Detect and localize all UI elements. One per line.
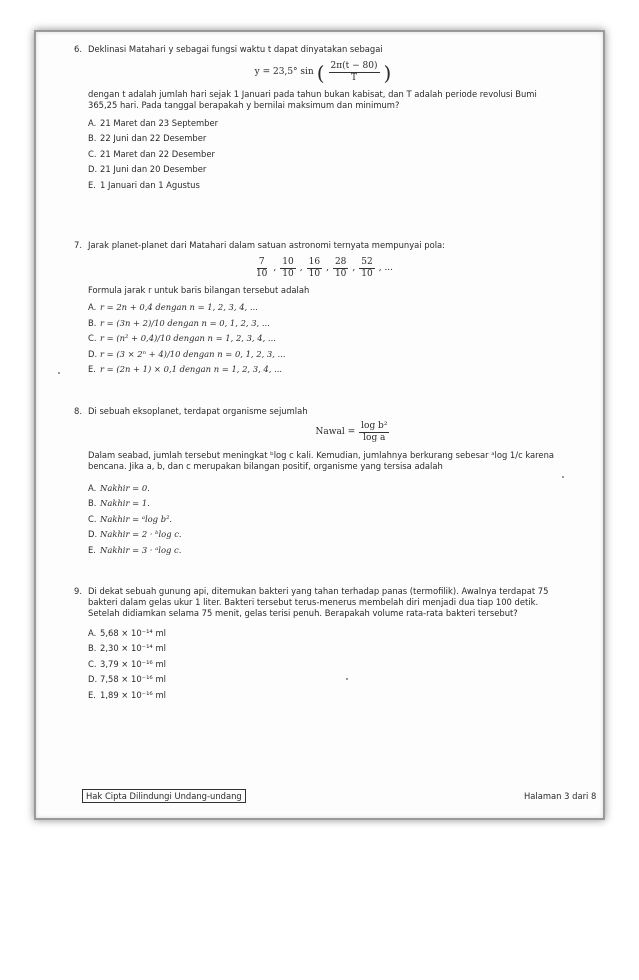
- exam-page: [34, 30, 605, 820]
- option-d[interactable]: D. 21 Juni dan 20 Desember: [88, 164, 207, 175]
- fraction-denominator: T: [351, 73, 358, 84]
- options-list: [88, 481, 558, 559]
- options-list: [88, 626, 558, 704]
- question-number: 6.: [74, 44, 82, 54]
- formula-declination: [88, 61, 558, 84]
- option-c[interactable]: C. 21 Maret dan 22 Desember: [88, 148, 215, 159]
- fraction-denominator: log a: [363, 433, 386, 444]
- formula-lhs: Nawal =: [315, 427, 356, 438]
- formula-lhs: y = 23,5° sin: [254, 67, 314, 78]
- fraction-numerator: log b²: [361, 421, 388, 432]
- option-b[interactable]: B. 22 Juni dan 22 Desember: [88, 133, 207, 144]
- question-stem: Jarak planet-planet dari Matahari dalam satuan astronomi ternyata mempunyai pola:: [88, 240, 446, 250]
- question-9: [74, 586, 558, 703]
- page-number: Halaman 3 dari 8: [524, 791, 597, 801]
- option-c[interactable]: C. 3,79 × 10⁻¹⁶ ml: [88, 658, 166, 669]
- scan-speck: [346, 678, 348, 680]
- sequence-term: $\frac{7}{10}$: [255, 257, 268, 280]
- option-c[interactable]: C. r = (n² + 0,4)/10 dengan n = 1, 2, 3, 4, ...: [88, 333, 276, 344]
- question-number: 8.: [74, 406, 82, 416]
- sequence-term: $\frac{28}{10}$: [334, 257, 347, 280]
- question-8: [74, 406, 558, 558]
- question-stem: Deklinasi Matahari y sebagai fungsi waktu t dapat dinyatakan sebagai: [88, 44, 383, 54]
- sequence-ellipsis: , ...: [378, 263, 394, 274]
- sequence-term: $\frac{10}{10}$: [282, 257, 294, 280]
- option-a[interactable]: A. 5,68 × 10⁻¹⁴ ml: [88, 627, 166, 638]
- copyright-notice: Hak Cipta Dilindungi Undang-undang: [82, 789, 246, 803]
- question-text: Dalam seabad, jumlah tersebut meningkat ᵇlog c kali. Kemudian, jumlahnya berkurang sebesar ᵃlog 1/c karena bencana. Jika a, b, dan c merupakan bilangan positif, organisme yang tersisa adalah: [88, 450, 555, 472]
- option-e[interactable]: E. r = (2n + 1) × 0,1 dengan n = 1, 2, 3, 4, ...: [88, 364, 283, 375]
- option-a[interactable]: A. Nakhir = 0.: [88, 482, 150, 493]
- formula-fraction: [329, 61, 380, 84]
- question-stem: Di sebuah eksoplanet, terdapat organisme sejumlah: [88, 406, 308, 416]
- option-b[interactable]: B. Nakhir = 1.: [88, 498, 150, 509]
- sequence-pattern: $\frac{7}{10}$ , $\frac{10}{10}$ , $\frac{16}{10}$ , $\frac{28}{10}$ , $\frac{52}{10}$ , ...: [255, 257, 394, 280]
- scan-speck: [58, 372, 60, 374]
- question-number: 9.: [74, 586, 82, 596]
- sequence-term: $\frac{16}{10}$: [308, 257, 321, 280]
- question-6: [74, 44, 558, 193]
- options-list: [88, 300, 558, 378]
- sequence-term: $\frac{52}{10}$: [361, 257, 373, 280]
- question-stem: Di dekat sebuah gunung api, ditemukan bakteri yang tahan terhadap panas (termofilik). Awalnya terdapat 75 bakteri dalam gelas ukur 1 liter. Bakteri tersebut terus-menerus membelah diri menjadi dua tiap 100 detik. Setelah didiamkan selama 75 menit, gelas terisi penuh. Berapakah volume rata-rata bakteri tersebut?: [88, 586, 549, 619]
- right-paren: ): [383, 60, 392, 85]
- formula-fraction: [359, 421, 389, 444]
- scan-speck: [562, 476, 564, 478]
- option-a[interactable]: A. r = 2n + 0,4 dengan n = 1, 2, 3, 4, ...: [88, 302, 258, 313]
- formula-initial-count: [88, 421, 558, 444]
- question-text: dengan t adalah jumlah hari sejak 1 Januari pada tahun bukan kabisat, dan T adalah periode revolusi Bumi 365,25 hari. Pada tanggal berapakah y bernilai maksimum dan minimum?: [88, 89, 537, 111]
- option-e[interactable]: E. 1 Januari dan 1 Agustus: [88, 179, 200, 190]
- fraction-numerator: 2π(t − 80): [330, 61, 378, 72]
- option-d[interactable]: D. r = (3 × 2ⁿ + 4)/10 dengan n = 0, 1, 2, 3, ...: [88, 348, 286, 359]
- left-paren: (: [316, 60, 325, 85]
- option-c[interactable]: C. Nakhir = ᵃlog b².: [88, 513, 173, 524]
- option-a[interactable]: A. 21 Maret dan 23 September: [88, 117, 219, 128]
- question-number: 7.: [74, 240, 82, 250]
- option-e[interactable]: E. Nakhir = 3 · ᵃlog c.: [88, 544, 182, 555]
- option-b[interactable]: B. r = (3n + 2)/10 dengan n = 0, 1, 2, 3, ...: [88, 317, 270, 328]
- option-d[interactable]: D. 7,58 × 10⁻¹⁶ ml: [88, 674, 166, 685]
- option-b[interactable]: B. 2,30 × 10⁻¹⁴ ml: [88, 643, 166, 654]
- options-list: [88, 116, 558, 194]
- option-d[interactable]: D. Nakhir = 2 · ᵇlog c.: [88, 529, 182, 540]
- option-e[interactable]: E. 1,89 × 10⁻¹⁶ ml: [88, 689, 166, 700]
- question-text: Formula jarak r untuk baris bilangan tersebut adalah: [88, 285, 310, 296]
- question-7: [74, 240, 558, 378]
